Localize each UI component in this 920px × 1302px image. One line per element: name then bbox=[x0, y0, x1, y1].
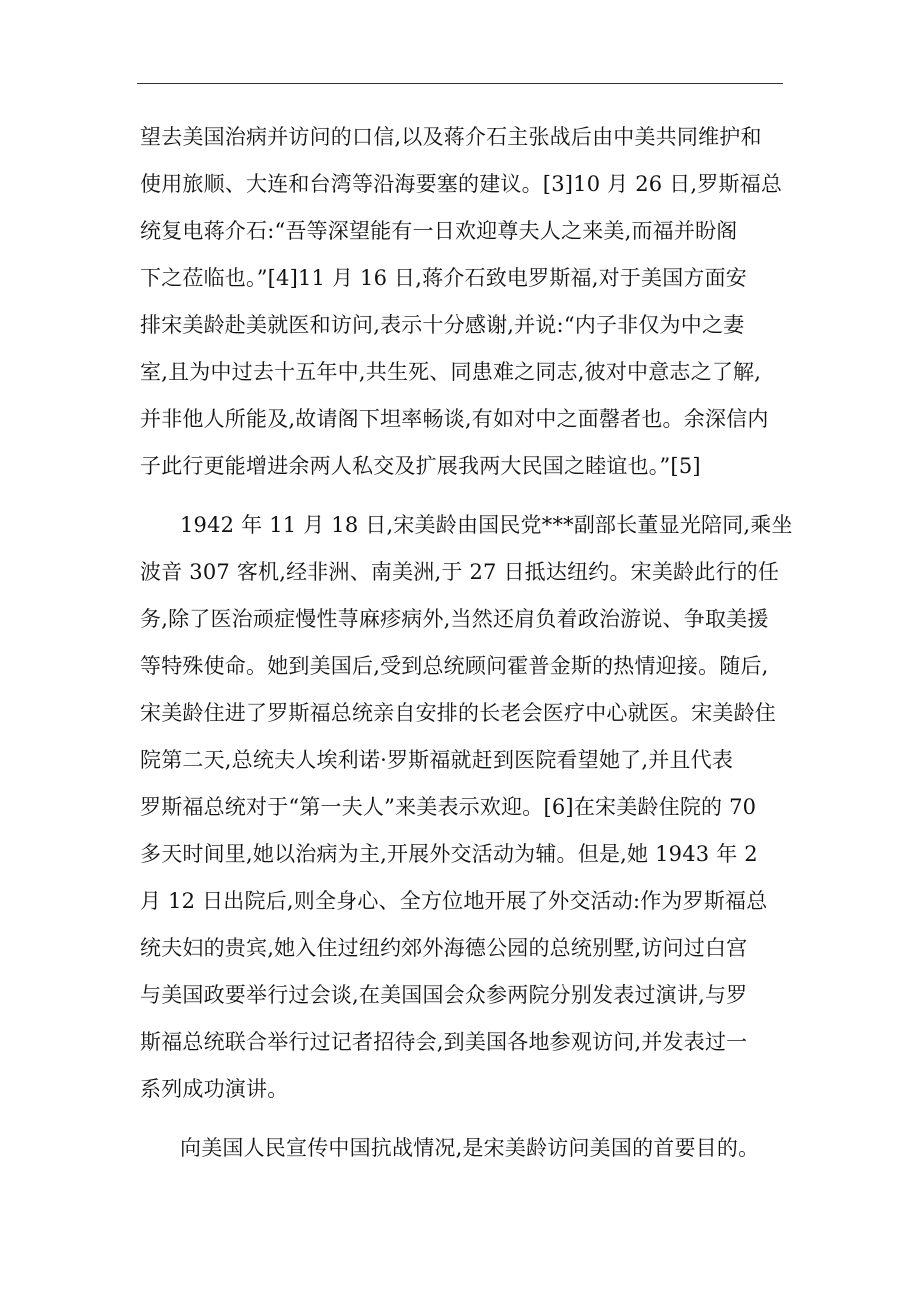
text-line: 斯福总统联合举行过记者招待会,到美国各地参观访问,并发表过一 bbox=[140, 1030, 748, 1054]
paragraph-1 bbox=[140, 114, 786, 490]
paragraph-3 bbox=[140, 1125, 786, 1172]
text-line-first: 向美国人民宣传中国抗战情况,是宋美龄访问美国的首要目的。 bbox=[180, 1136, 760, 1160]
paragraph-2 bbox=[140, 502, 793, 1113]
text-line: 并非他人所能及,故请阁下坦率畅谈,有如对中之面罄者也。余深信内 bbox=[140, 407, 769, 431]
text-line: 罗斯福总统对于“第一夫人”来美表示欢迎。[6]在宋美龄住院的 70 bbox=[140, 795, 757, 819]
text-line: 多天时间里,她以治病为主,开展外交活动为辅。但是,她 1943 年 2 bbox=[140, 842, 758, 866]
text-line: 与美国政要举行过会谈,在美国国会众参两院分别发表过演讲,与罗 bbox=[140, 983, 748, 1007]
text-line: 排宋美龄赴美就医和访问,表示十分感谢,并说:“内子非仅为中之妻 bbox=[140, 313, 745, 337]
text-line: 月 12 日出院后,则全身心、全方位地开展了外交活动:作为罗斯福总 bbox=[140, 889, 768, 913]
document-body bbox=[140, 114, 793, 1172]
text-line: 统复电蒋介石:“吾等深望能有一日欢迎尊夫人之来美,而福并盼阁 bbox=[140, 219, 738, 243]
text-line: 使用旅顺、大连和台湾等沿海要塞的建议。[3]10 月 26 日,罗斯福总 bbox=[140, 172, 783, 196]
text-line: 宋美龄住进了罗斯福总统亲自安排的长老会医疗中心就医。宋美龄住 bbox=[140, 701, 776, 725]
paragraph-gap bbox=[140, 490, 786, 502]
text-line: 室,且为中过去十五年中,共生死、同患难之同志,彼对中意志之了解, bbox=[140, 360, 762, 384]
text-line-first: 1942 年 11 月 18 日,宋美龄由国民党***副部长董显光陪同,乘坐 bbox=[180, 513, 793, 537]
paragraph-gap bbox=[140, 1113, 786, 1125]
text-line: 等特殊使命。她到美国后,受到总统顾问霍普金斯的热情迎接。随后, bbox=[140, 654, 769, 678]
text-line: 院第二天,总统夫人埃利诺·罗斯福就赶到医院看望她了,并且代表 bbox=[140, 748, 734, 772]
text-line: 波音 307 客机,经非洲、南美洲,于 27 日抵达纽约。宋美龄此行的任 bbox=[140, 560, 780, 584]
text-line: 务,除了医治顽症慢性荨麻疹病外,当然还肩负着政治游说、争取美援 bbox=[140, 607, 769, 631]
text-line: 统夫妇的贵宾,她入住过纽约郊外海德公园的总统别墅,访问过白宫 bbox=[140, 936, 748, 960]
text-line: 子此行更能增进余两人私交及扩展我两大民国之睦谊也。”[5] bbox=[140, 454, 701, 478]
text-line: 望去美国治病并访问的口信,以及蒋介石主张战后由中美共同维护和 bbox=[140, 125, 762, 149]
text-line: 系列成功演讲。 bbox=[140, 1077, 289, 1101]
header-rule bbox=[137, 83, 783, 84]
text-line: 下之莅临也。”[4]11 月 16 日,蒋介石致电罗斯福,对于美国方面安 bbox=[140, 266, 748, 290]
